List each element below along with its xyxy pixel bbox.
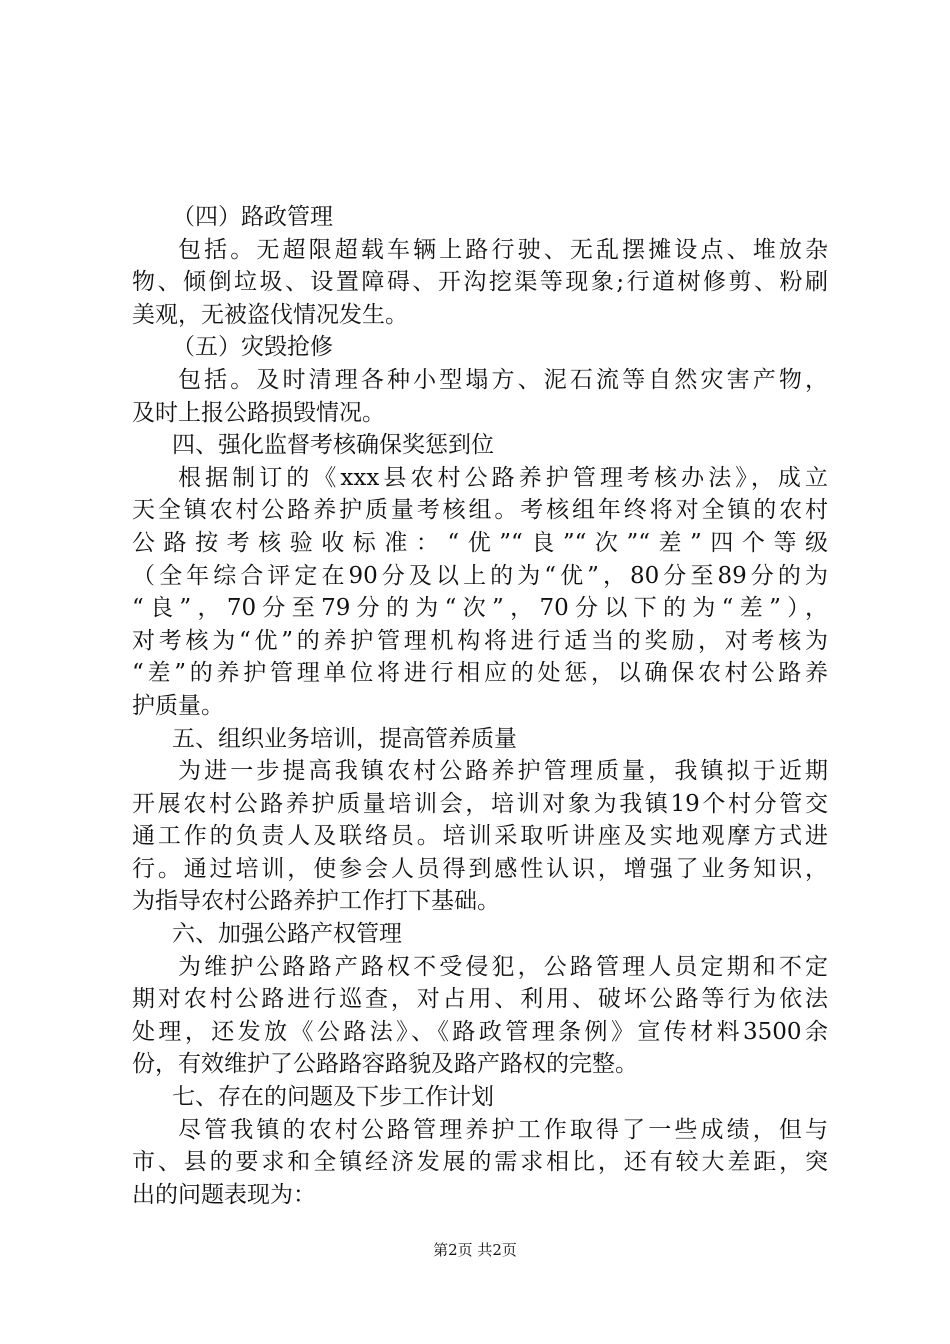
section-heading: 四、强化监督考核确保奖惩到位	[172, 432, 494, 459]
paragraph-line: 根据制订的《xxx县农村公路养护管理考核办法》，成立	[178, 464, 828, 491]
section-heading: （四）路政管理	[172, 204, 333, 230]
paragraph-line: 包括。及时清理各种小型塌方、泥石流等自然灾害产物，	[178, 366, 828, 393]
document-body	[132, 201, 828, 1211]
paragraph	[132, 462, 828, 723]
paragraph-line: 开展农村公路养护质量培训会，培训对象为我镇19个村分管交	[132, 790, 828, 817]
paragraph	[132, 1114, 828, 1212]
paragraph-line: 处理，还发放《公路法》、《路政管理条例》宣传材料3500余	[132, 1018, 828, 1045]
paragraph-line: （全年综合评定在90分及以上的为“优”，80分至89分的为	[132, 562, 828, 589]
paragraph-line: 为进一步提高我镇农村公路养护管理质量，我镇拟于近期	[178, 758, 828, 785]
page-footer: 第2页 共2页	[433, 1241, 517, 1259]
paragraph-line: 行。通过培训，使参会人员得到感性认识，增强了业务知识，	[132, 855, 828, 882]
paragraph	[132, 234, 828, 332]
section-heading: 五、组织业务培训，提高管养质量	[172, 725, 517, 752]
paragraph-line: “良”，70分至79分的为“次”，70分以下的为“差”），	[132, 595, 828, 622]
paragraph	[132, 364, 828, 429]
paragraph-line: 对考核为“优”的养护管理机构将进行适当的奖励，对考核为	[132, 627, 828, 654]
paragraph-line: 公路按考核验收标准：“优”“良”“次”“差”四个等级	[132, 529, 828, 556]
paragraph-line: 物、倾倒垃圾、设置障碍、开沟挖渠等现象;行道树修剪、粉刷	[132, 269, 828, 296]
paragraph-line: 通工作的负责人及联络员。培训采取听讲座及实地观摩方式进	[132, 823, 828, 850]
paragraph	[132, 951, 828, 1081]
paragraph-line: “差”的养护管理单位将进行相应的处惩，以确保农村公路养	[132, 660, 828, 687]
paragraph-line: 份，有效维护了公路路容路貌及路产路权的完整。	[132, 1051, 638, 1078]
paragraph-line: 市、县的要求和全镇经济发展的需求相比，还有较大差距，突	[132, 1149, 828, 1176]
paragraph-line: 及时上报公路损毁情况。	[132, 399, 385, 426]
paragraph-line: 期对农村公路进行巡查，对占用、利用、破坏公路等行为依法	[132, 986, 828, 1013]
paragraph-line: 出的问题表现为：	[132, 1181, 316, 1208]
paragraph-line: 包括。无超限超载车辆上路行驶、无乱摆摊设点、堆放杂	[178, 236, 828, 263]
paragraph-line: 天全镇农村公路养护质量考核组。考核组年终将对全镇的农村	[132, 497, 828, 524]
section-heading: 七、存在的问题及下步工作计划	[172, 1084, 494, 1111]
paragraph-line: 为指导农村公路养护工作打下基础。	[132, 888, 500, 915]
section-heading: （五）灾毁抢修	[172, 334, 333, 361]
paragraph-line: 护质量。	[132, 692, 224, 719]
paragraph-line: 为维护公路路产路权不受侵犯，公路管理人员定期和不定	[178, 953, 828, 980]
paragraph-line: 尽管我镇的农村公路管理养护工作取得了一些成绩，但与	[178, 1116, 828, 1143]
paragraph-line: 美观，无被盗伐情况发生。	[132, 301, 408, 328]
section-heading: 六、加强公路产权管理	[172, 921, 402, 948]
paragraph	[132, 755, 828, 918]
